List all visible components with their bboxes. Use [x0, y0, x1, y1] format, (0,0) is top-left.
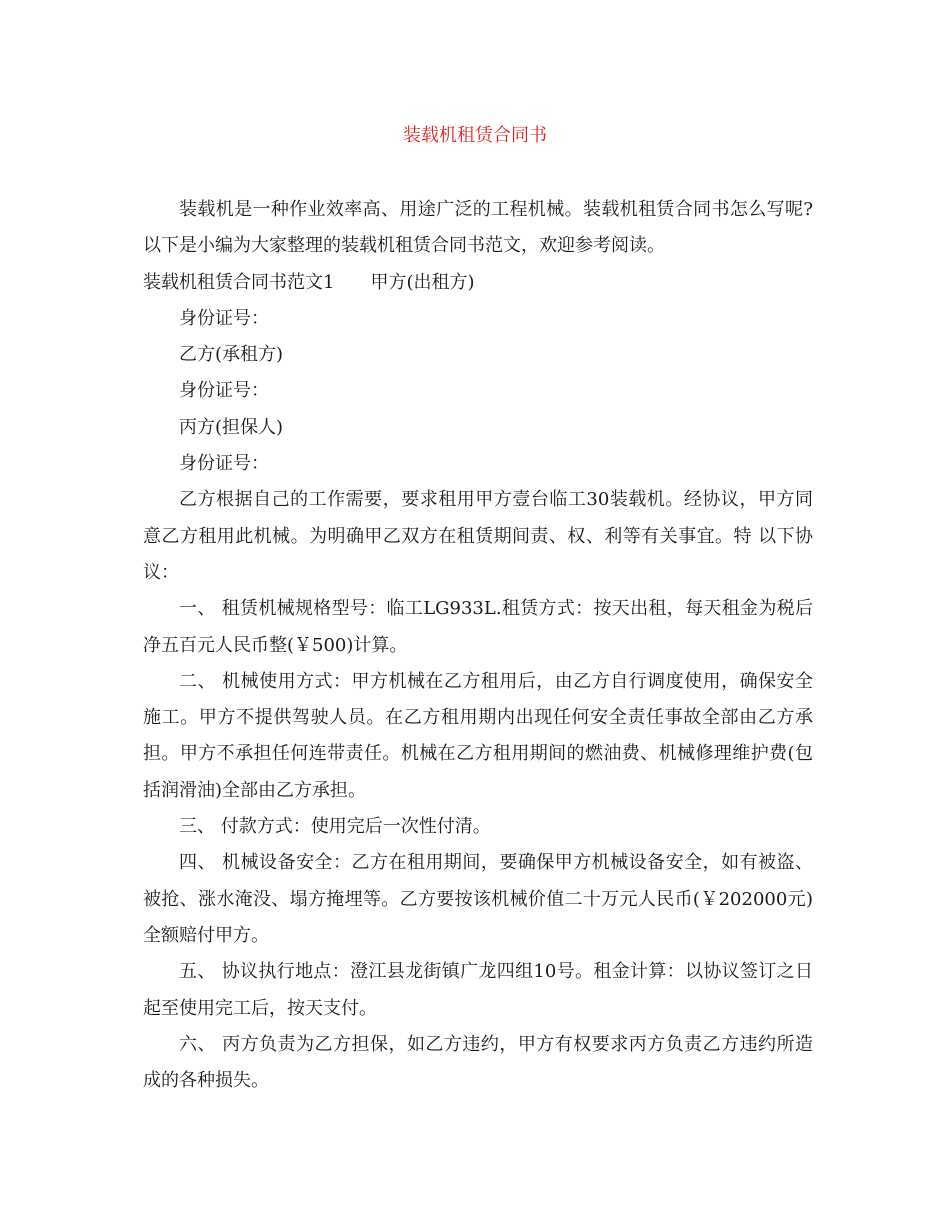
party-a-id-line: 身份证号：: [179, 307, 269, 329]
party-c-label: 丙方(担保人): [179, 416, 284, 438]
sample-heading: 装载机租赁合同书范文1: [143, 271, 335, 293]
clause-6: 六、 丙方负责为乙方担保，如乙方违约，甲方有权要求丙方负责乙方违约所造成的各种损失。: [143, 1033, 813, 1092]
clause-1: 一、 租赁机械规格型号：临工LG933L.租赁方式：按天出租，每天租金为税后净五百元人民币整(￥500)计算。: [143, 598, 813, 656]
clause-2: 二、 机械使用方式：甲方机械在乙方租用后，由乙方自行调度使用，确保安全施工。甲方不提供驾驶人员。在乙方租用期内出现任何安全责任事故全部由乙方承担。甲方不承担任何连带责任。机械在乙方租用期间的燃油费、机械修理维护费(包括润滑油)全部由乙方承担。: [143, 670, 813, 801]
party-c-id-line: 身份证号：: [179, 453, 269, 475]
document-title: 装载机租赁合同书: [403, 125, 547, 146]
party-b-label: 乙方(承租方): [179, 344, 284, 366]
clause-5: 五、 协议执行地点：澄江县龙街镇广龙四组10号。租金计算：以协议签订之日起至使用完工后，按天支付。: [143, 961, 813, 1019]
intro-paragraph: 装载机是一种作业效率高、用途广泛的工程机械。装载机租赁合同书怎么写呢?以下是小编为大家整理的装载机租赁合同书范文，欢迎参考阅读。: [143, 199, 813, 257]
document-body: [143, 192, 813, 1099]
sample-heading-line: [143, 265, 813, 301]
party-a-label: 甲方(出租方): [370, 271, 475, 293]
clause-3: 三、 付款方式：使用完后一次性付清。: [179, 816, 491, 838]
clause-4: 四、 机械设备安全：乙方在租用期间，要确保甲方机械设备安全，如有被盗、被抢、涨水淹没、塌方掩埋等。乙方要按该机械价值二十万元人民币(￥202000元)全额赔付甲方。: [143, 852, 813, 946]
party-b-id-line: 身份证号：: [179, 380, 269, 402]
agreement-preamble: 乙方根据自己的工作需要，要求租用甲方壹台临工30装载机。经协议，甲方同意乙方租用此机械。为明确甲乙双方在租赁期间责、权、利等有关事宜。特 以下协议：: [143, 489, 813, 583]
